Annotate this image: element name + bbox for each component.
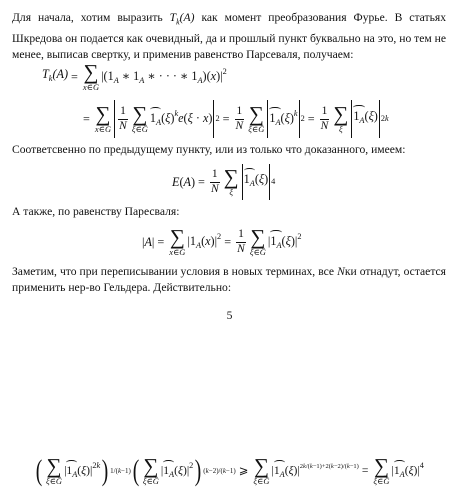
equation-holder-inequality: ( ∑ ξ∈Ĝ $|1_A(\xi)|^{2k}$ ) 1/(k−1) ( ∑ ξ∈Ĝ $|1_A(\xi)|^2$ ) (k−2)/(k−1) ⩾ ∑ ξ∈Ĝ $|1_A(\xi)|^{2k/(k-1)+2(k-2)/(k-1)}$ = ∑ ξ∈Ĝ $|1_A(\xi)|^4$ [35,454,424,487]
paragraph-intro: Для начала, хотим выразить $T_k(A)$ как момент преобразования Фурье. В статьях Шкредова он подается как очевидный, да и прошлый пункт буквально на это, но тем не менее, выписав свертку, и применив равенство Парсеваля, получаем: [12,11,446,61]
equation-parseval: |A| = ∑ x∈G $|1_A(x)|^2$ = $\frac{1}{N}$ ∑ ξ∈Ĝ $|1_A(\xi)|^2$ [142,225,302,258]
paragraph-parseval: А также, по равенству Паресваля: [12,205,180,218]
paragraph-previous-item: Соответсвенно по предыдущему пункту, или из только что доказанного, имеем: [12,143,406,156]
equation-energy: E ( A ) = $\frac{1}{N}$ ∑ ξ $1_A(\xi)$ 4 [172,162,275,202]
paragraph-holder: Заметим, что при переписывании условия в новых терминах, все Nки отнадут, остается применить нер-во Гельдера. Действительно: [12,265,447,295]
equation-tk-line1: $T_k(A)$ = ∑ x∈G $|(1_A$ ∗ $1_A$ ∗ · · · ∗ $1_A)(x)|^2$ [42,60,227,93]
page-number: 5 [226,309,233,322]
equation-tk-line2: = ∑ x∈G $\frac{1}{N}$ ∑ ξ∈Ĝ $1_A(\xi)^ke(\xi \cdot x)$ 2 = $\frac{1}{N}$ ∑ ξ∈Ĝ $1_A(\xi)^k$ 2 = $\frac{1}{N}$ ∑ ξ $1_A(\xi)$ 2k [80,98,389,140]
